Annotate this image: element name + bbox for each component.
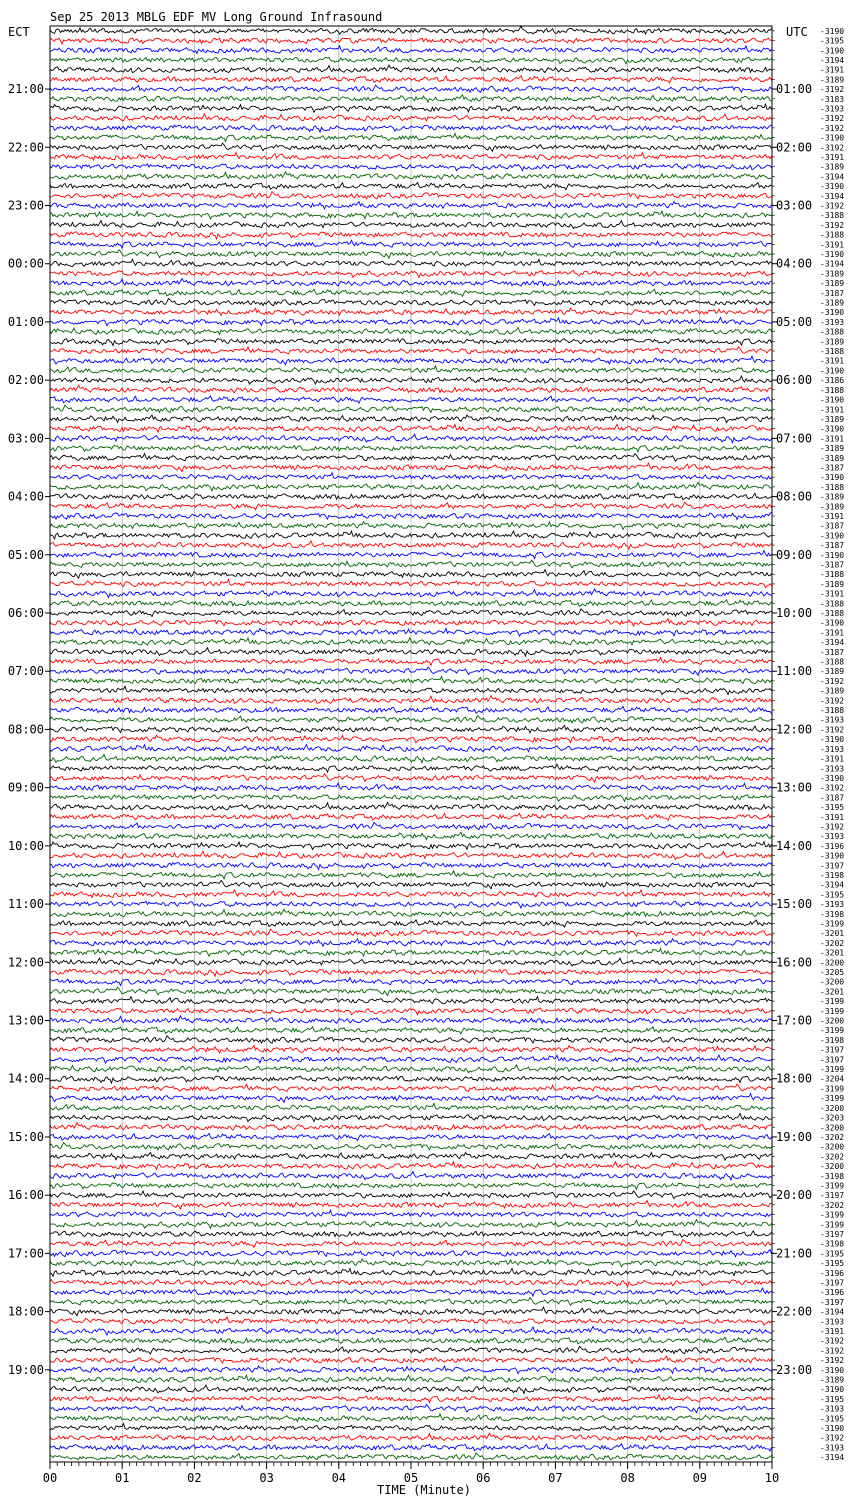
hour-label-left: 06:00 (7, 606, 44, 621)
row-value-label: -3187 (820, 541, 845, 551)
x-tick-label: 03 (259, 1471, 274, 1485)
hour-label-right: 08:00 (776, 489, 813, 504)
row-value-label: -3197 (820, 861, 845, 871)
row-value-label: -3187 (820, 521, 845, 531)
x-tick-label: 01 (114, 1471, 130, 1485)
row-value-label: -3186 (820, 376, 845, 386)
row-value-label: -3190 (820, 395, 845, 405)
row-value-label: -3188 (820, 211, 845, 221)
hour-label-right: 14:00 (776, 838, 813, 853)
x-tick-label: 00 (42, 1471, 58, 1485)
row-value-label: -3198 (820, 1171, 845, 1181)
row-value-label: -3188 (820, 599, 845, 609)
row-value-label: -3188 (820, 609, 845, 619)
row-value-label: -3199 (820, 1220, 845, 1230)
left-axis-label: ECT (8, 25, 30, 39)
row-value-label: -3191 (820, 65, 845, 75)
hour-label-right: 02:00 (776, 140, 813, 155)
row-value-label: -3188 (820, 385, 845, 395)
row-value-label: -3188 (820, 482, 845, 492)
row-value-label: -3189 (820, 444, 845, 454)
row-value-label: -3192 (820, 1346, 845, 1356)
row-value-label: -3201 (820, 948, 845, 958)
hour-label-left: 15:00 (7, 1129, 44, 1144)
row-value-label: -3194 (820, 259, 845, 269)
row-value-label: -3192 (820, 783, 845, 793)
hour-label-left: 23:00 (7, 198, 44, 213)
row-value-label: -3192 (820, 1433, 845, 1443)
row-value-label: -3190 (820, 1385, 845, 1395)
row-value-label: -3190 (820, 851, 845, 861)
hour-label-right: 23:00 (776, 1362, 813, 1377)
row-value-label: -3187 (820, 647, 845, 657)
row-value-label: -3198 (820, 870, 845, 880)
row-value-label: -3183 (820, 94, 845, 104)
hour-label-left: 18:00 (7, 1304, 44, 1319)
row-value-label: -3188 (820, 706, 845, 716)
row-value-label: -3193 (820, 832, 845, 842)
hour-label-left: 16:00 (7, 1188, 44, 1203)
hour-label-left: 12:00 (7, 955, 44, 970)
hour-label-right: 15:00 (776, 897, 813, 912)
hour-label-right: 05:00 (776, 314, 813, 329)
row-value-label: -3199 (820, 1210, 845, 1220)
row-value-label: -3191 (820, 589, 845, 599)
row-value-label: -3190 (820, 366, 845, 376)
x-axis-label: TIME (Minute) (377, 1483, 471, 1497)
row-value-label: -3190 (820, 550, 845, 560)
row-value-label: -3188 (820, 347, 845, 357)
row-value-label: -3192 (820, 676, 845, 686)
hour-label-left: 07:00 (7, 664, 44, 679)
x-tick-label: 02 (187, 1471, 202, 1485)
hour-label-right: 10:00 (776, 606, 813, 621)
row-value-label: -3194 (820, 191, 845, 201)
row-value-label: -3201 (820, 929, 845, 939)
row-value-label: -3197 (820, 1191, 845, 1201)
row-value-label: -3189 (820, 75, 845, 85)
row-value-label: -3191 (820, 511, 845, 521)
row-value-label: -3191 (820, 240, 845, 250)
row-value-label: -3195 (820, 890, 845, 900)
x-tick-label: 05 (403, 1471, 419, 1485)
row-value-label: -3193 (820, 764, 845, 774)
row-value-label: -3187 (820, 793, 845, 803)
row-value-label: -3196 (820, 1268, 845, 1278)
row-value-label: -3193 (820, 744, 845, 754)
row-value-label: -3193 (820, 900, 845, 910)
row-value-label: -3195 (820, 1394, 845, 1404)
row-value-label: -3189 (820, 269, 845, 279)
row-value-label: -3187 (820, 288, 845, 298)
row-value-label: -3201 (820, 987, 845, 997)
row-value-label: -3187 (820, 463, 845, 473)
row-value-label: -3198 (820, 1239, 845, 1249)
row-value-label: -3192 (820, 220, 845, 230)
row-value-label: -3200 (820, 1162, 845, 1172)
row-value-label: -3191 (820, 628, 845, 638)
hour-label-left: 11:00 (7, 897, 44, 912)
row-value-label: -3189 (820, 414, 845, 424)
row-value-label: -3192 (820, 696, 845, 706)
row-value-label: -3199 (820, 1065, 845, 1075)
row-value-label: -3191 (820, 405, 845, 415)
right-axis-label: UTC (786, 25, 808, 39)
row-value-label: -3192 (820, 822, 845, 832)
hour-label-right: 13:00 (776, 780, 813, 795)
row-value-label: -3194 (820, 638, 845, 648)
row-value-label: -3200 (820, 1016, 845, 1026)
hour-label-left: 17:00 (7, 1246, 44, 1261)
row-value-label: -3202 (820, 1200, 845, 1210)
row-value-label: -3190 (820, 473, 845, 483)
row-value-label: -3200 (820, 958, 845, 968)
hour-label-left: 01:00 (7, 314, 44, 329)
row-value-label: -3202 (820, 1132, 845, 1142)
hour-label-right: 07:00 (776, 431, 813, 446)
row-value-label: -3204 (820, 1074, 845, 1084)
row-value-label: -3203 (820, 1113, 845, 1123)
row-value-label: -3200 (820, 1103, 845, 1113)
row-value-label: -3205 (820, 968, 845, 978)
hour-label-left: 08:00 (7, 722, 44, 737)
hour-label-right: 20:00 (776, 1188, 813, 1203)
row-value-label: -3189 (820, 502, 845, 512)
row-value-label: -3198 (820, 1035, 845, 1045)
row-value-label: -3189 (820, 298, 845, 308)
row-value-label: -3191 (820, 754, 845, 764)
row-value-label: -3190 (820, 424, 845, 434)
row-value-label: -3194 (820, 55, 845, 65)
hour-label-left: 21:00 (7, 82, 44, 97)
row-value-label: -3202 (820, 1152, 845, 1162)
x-tick-label: 07 (548, 1471, 563, 1485)
hour-label-left: 13:00 (7, 1013, 44, 1028)
hour-label-right: 09:00 (776, 547, 813, 562)
row-value-label: -3196 (820, 841, 845, 851)
row-value-label: -3188 (820, 570, 845, 580)
row-value-label: -3189 (820, 337, 845, 347)
row-value-label: -3189 (820, 162, 845, 172)
row-value-label: -3187 (820, 560, 845, 570)
row-value-label: -3200 (820, 977, 845, 987)
row-value-label: -3190 (820, 133, 845, 143)
row-value-label: -3189 (820, 453, 845, 463)
hour-label-left: 09:00 (7, 780, 44, 795)
row-value-label: -3199 (820, 1181, 845, 1191)
hour-label-right: 19:00 (776, 1129, 813, 1144)
row-value-label: -3192 (820, 1356, 845, 1366)
row-value-label: -3189 (820, 1375, 845, 1385)
x-tick-label: 10 (764, 1471, 780, 1485)
row-value-label: -3188 (820, 657, 845, 667)
row-value-label: -3193 (820, 1317, 845, 1327)
row-value-label: -3192 (820, 1336, 845, 1346)
row-value-label: -3197 (820, 1055, 845, 1065)
row-value-label: -3197 (820, 1229, 845, 1239)
row-value-label: -3191 (820, 812, 845, 822)
hour-label-left: 04:00 (7, 489, 44, 504)
hour-label-left: 10:00 (7, 838, 44, 853)
x-tick-label: 08 (620, 1471, 635, 1485)
row-value-label: -3190 (820, 46, 845, 56)
hour-label-right: 01:00 (776, 82, 813, 97)
row-value-label: -3195 (820, 1259, 845, 1269)
row-value-label: -3194 (820, 1453, 845, 1463)
hour-label-right: 18:00 (776, 1071, 813, 1086)
row-value-label: -3190 (820, 735, 845, 745)
row-value-label: -3195 (820, 1249, 845, 1259)
hour-label-right: 03:00 (776, 198, 813, 213)
row-value-label: -3189 (820, 667, 845, 677)
row-value-label: -3189 (820, 579, 845, 589)
row-value-label: -3191 (820, 434, 845, 444)
hour-label-left: 19:00 (7, 1362, 44, 1377)
row-value-label: -3189 (820, 492, 845, 502)
row-value-label: -3195 (820, 1414, 845, 1424)
row-value-label: -3191 (820, 356, 845, 366)
hour-label-left: 14:00 (7, 1071, 44, 1086)
row-value-label: -3188 (820, 230, 845, 240)
row-value-label: -3199 (820, 1084, 845, 1094)
row-value-label: -3193 (820, 1443, 845, 1453)
row-value-label: -3190 (820, 618, 845, 628)
hour-label-right: 22:00 (776, 1304, 813, 1319)
row-value-label: -3199 (820, 997, 845, 1007)
x-tick-label: 04 (331, 1471, 347, 1485)
row-value-label: -3192 (820, 123, 845, 133)
row-value-label: -3192 (820, 85, 845, 95)
row-value-label: -3194 (820, 880, 845, 890)
row-value-label: -3202 (820, 938, 845, 948)
row-value-label: -3197 (820, 1297, 845, 1307)
hour-label-right: 11:00 (776, 664, 813, 679)
hour-label-right: 17:00 (776, 1013, 813, 1028)
row-value-label: -3196 (820, 1288, 845, 1298)
hour-label-right: 06:00 (776, 373, 813, 388)
row-value-label: -3194 (820, 172, 845, 182)
row-value-label: -3195 (820, 36, 845, 46)
chart-title: Sep 25 2013 MBLG EDF MV Long Ground Infrasound (50, 10, 383, 24)
row-value-label: -3191 (820, 1327, 845, 1337)
row-value-label: -3191 (820, 152, 845, 162)
row-value-label: -3188 (820, 327, 845, 337)
row-value-label: -3197 (820, 1278, 845, 1288)
row-value-label: -3199 (820, 919, 845, 929)
row-value-label: -3190 (820, 250, 845, 260)
row-value-label: -3198 (820, 909, 845, 919)
hour-label-left: 05:00 (7, 547, 44, 562)
hour-label-left: 02:00 (7, 373, 44, 388)
row-value-label: -3190 (820, 26, 845, 36)
row-value-label: -3189 (820, 686, 845, 696)
row-value-label: -3192 (820, 201, 845, 211)
row-value-label: -3189 (820, 279, 845, 289)
row-value-label: -3199 (820, 1094, 845, 1104)
row-value-label: -3195 (820, 803, 845, 813)
hour-label-right: 04:00 (776, 256, 813, 271)
row-value-label: -3200 (820, 1123, 845, 1133)
row-value-label: -3190 (820, 1365, 845, 1375)
row-value-label: -3190 (820, 773, 845, 783)
row-value-label: -3190 (820, 308, 845, 318)
row-value-label: -3190 (820, 1424, 845, 1434)
hour-label-right: 16:00 (776, 955, 813, 970)
hour-label-right: 12:00 (776, 722, 813, 737)
row-value-label: -3199 (820, 1006, 845, 1016)
row-value-label: -3192 (820, 143, 845, 153)
row-value-label: -3200 (820, 1142, 845, 1152)
x-tick-label: 09 (692, 1471, 708, 1485)
row-value-label: -3193 (820, 104, 845, 114)
row-value-label: -3197 (820, 1045, 845, 1055)
row-value-label: -3193 (820, 715, 845, 725)
hour-label-left: 00:00 (7, 256, 44, 271)
row-value-label: -3192 (820, 725, 845, 735)
row-value-label: -3194 (820, 1307, 845, 1317)
row-value-label: -3192 (820, 114, 845, 124)
row-value-label: -3190 (820, 182, 845, 192)
row-value-label: -3199 (820, 1026, 845, 1036)
row-value-label: -3190 (820, 531, 845, 541)
row-value-label: -3193 (820, 317, 845, 327)
hour-label-left: 03:00 (7, 431, 44, 446)
row-value-label: -3193 (820, 1404, 845, 1414)
hour-label-right: 21:00 (776, 1246, 813, 1261)
hour-label-left: 22:00 (7, 140, 44, 155)
x-tick-label: 06 (475, 1471, 491, 1485)
